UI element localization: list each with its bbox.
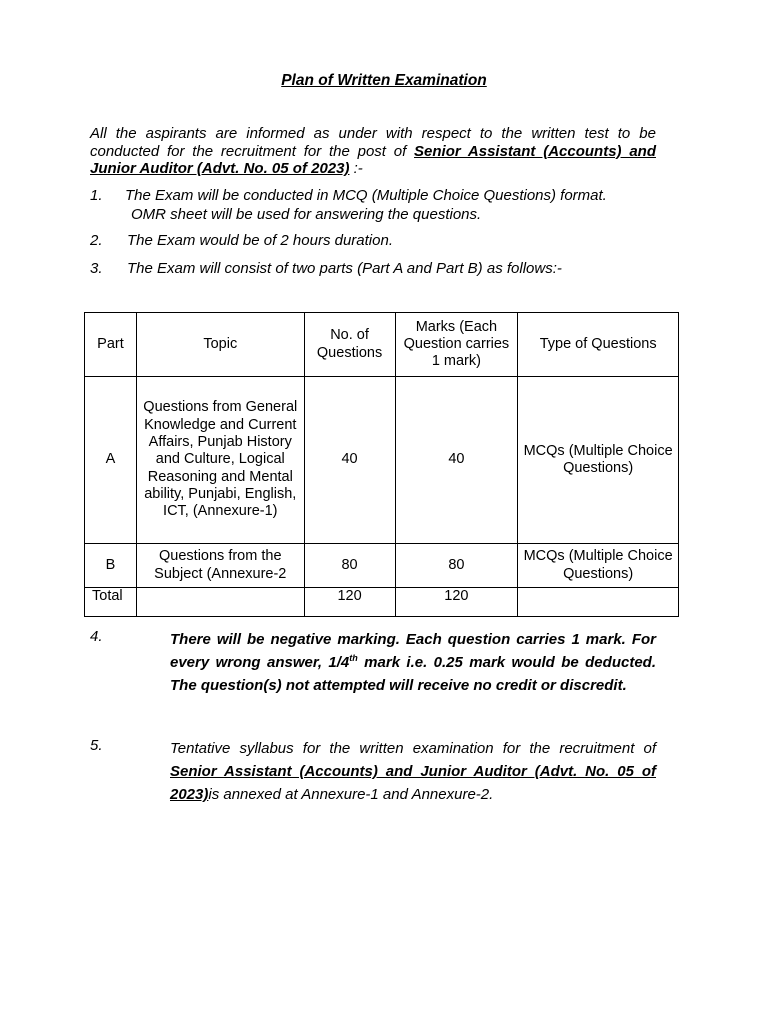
cell-questions: 80 [304,544,395,588]
negative-marking-text [170,628,656,697]
cell-part: B [85,544,137,588]
header-no-of-questions: No. of Questions [304,313,395,377]
cell-topic: Questions from the Subject (Annexure-2 [136,544,304,588]
superscript-th: th [349,653,358,663]
table-total-row [85,588,679,617]
table-row [85,544,679,588]
header-type-of-questions: Type of Questions [518,313,679,377]
table-header-row [85,313,679,377]
exam-plan-table [84,312,679,617]
syllabus-text-part2: is annexed at Annexure-1 and Annexure-2. [208,786,494,803]
page-title: Plan of Written Examination [281,72,487,89]
negative-marking-text-part2: mark i.e. 0.25 mark would be deducted. The question(s) not attempted will receive no credit or discredit. [170,654,656,694]
header-topic: Topic [136,313,304,377]
cell-type: MCQs (Multiple Choice Questions) [518,544,679,588]
cell-marks: 40 [395,377,518,544]
cell-total-topic [136,588,304,617]
syllabus-text-part1: Tentative syllabus for the written examination for the recruitment of [170,740,656,757]
paragraph-number: 5. [90,737,103,754]
intro-post-name: Senior Assistant (Accounts) and Junior Auditor (Advt. No. 05 of 2023) [90,142,656,177]
cell-type: MCQs (Multiple Choice Questions) [518,377,679,544]
cell-questions: 40 [304,377,395,544]
intro-suffix: :- [349,160,363,177]
cell-total-questions: 120 [304,588,395,617]
cell-marks: 80 [395,544,518,588]
list-item-text: The Exam will be conducted in MCQ (Multiple Choice Questions) format. [125,187,607,204]
cell-part: A [85,377,137,544]
list-item-number: 3. [90,260,103,277]
header-marks: Marks (Each Question carries 1 mark) [395,313,518,377]
header-part: Part [85,313,137,377]
list-item-text: The Exam will consist of two parts (Part A and Part B) as follows:- [127,260,562,277]
cell-total-marks: 120 [395,588,518,617]
paragraph-number: 4. [90,628,103,645]
intro-text: All the aspirants are informed as under with respect to the written test to be conducted for the recruitment for the post of [90,125,656,160]
list-item-text: The Exam would be of 2 hours duration. [127,232,393,249]
list-item-number: 2. [90,232,103,249]
intro-paragraph [90,125,656,178]
cell-total-label: Total [85,588,137,617]
syllabus-post-name: Senior Assistant (Accounts) and Junior Auditor (Advt. No. 05 of 2023) [170,763,656,803]
cell-total-type [518,588,679,617]
negative-marking-text-part1: There will be negative marking. Each question carries 1 mark. For every wrong answer, 1/4 [170,631,656,671]
list-item-number: 1. [90,187,103,204]
table-row [85,377,679,544]
syllabus-text [170,737,656,806]
cell-topic: Questions from General Knowledge and Current Affairs, Punjab History and Culture, Logical Reasoning and Mental ability, Punjabi, English, ICT, (Annexure-1) [136,377,304,544]
list-item-text-line2: OMR sheet will be used for answering the questions. [131,206,482,223]
